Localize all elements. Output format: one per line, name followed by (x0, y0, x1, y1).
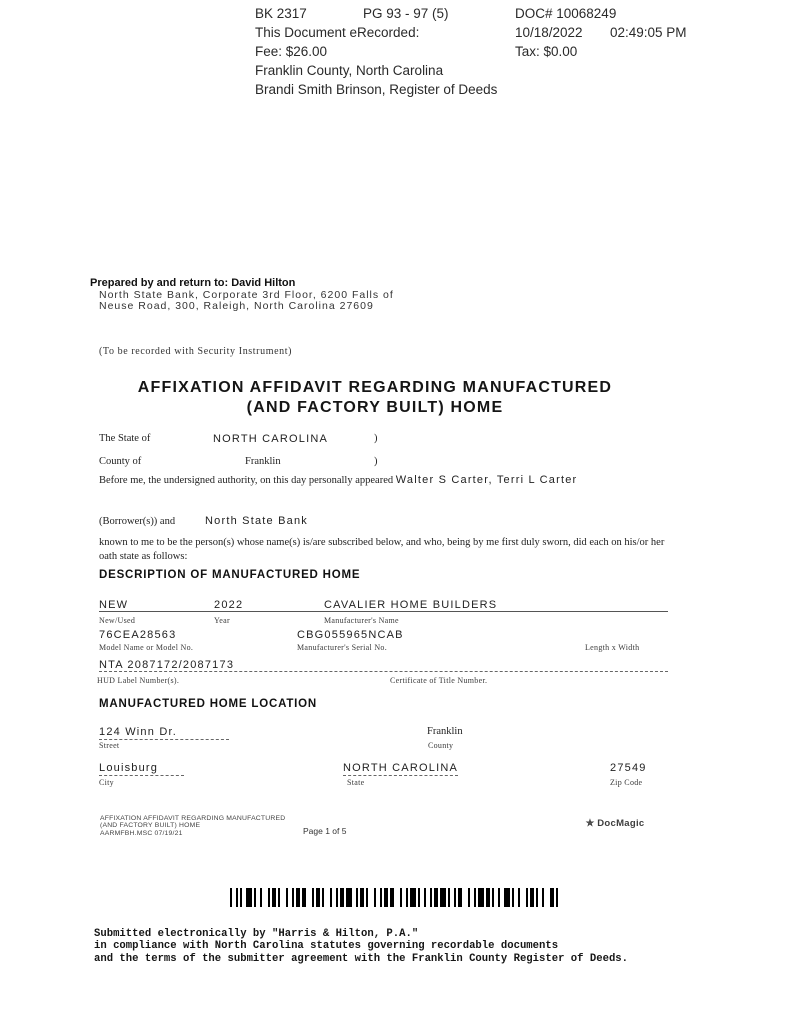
model-number-value: 76CEA28563 (99, 629, 177, 641)
street-label: Street (99, 741, 120, 750)
state-label: The State of (99, 433, 151, 444)
document-title-line1: AFFIXATION AFFIDAVIT REGARDING MANUFACTURED (137, 379, 613, 396)
prepared-address-line2: Neuse Road, 300, Raleigh, North Carolina 27609 (99, 300, 374, 312)
length-width-label: Length x Width (585, 643, 640, 652)
sworn-paragraph: known to me to be the person(s) whose name(s) is/are subscribed below, and who, being by me first duly sworn, did each on his/or her oath state as follows: (99, 537, 665, 562)
submitted-line3: and the terms of the submitter agreement with the Franklin County Register of Deeds. (94, 952, 629, 965)
year-label: Year (214, 616, 230, 625)
street-value: 124 Winn Dr. (99, 726, 229, 740)
form-footer-line3: AARMFBH.MSC 07/19/21 (100, 829, 183, 837)
location-state-value: NORTH CAROLINA (343, 762, 458, 774)
new-used-label: New/Used (99, 616, 136, 625)
docmagic-logo-text: DocMagic (597, 818, 645, 829)
docmagic-logo (586, 818, 645, 829)
zip-label: Zip Code (610, 778, 643, 787)
serial-number-value: CBG055965NCAB (297, 629, 404, 641)
affiant-names: Walter S Carter, Terri L Carter (395, 474, 578, 486)
county-paren: ) (374, 456, 378, 467)
form-footer-id (100, 815, 285, 837)
document-title (95, 378, 655, 417)
appeared-prefix: Before me, the undersigned authority, on this day personally appeared (99, 475, 394, 486)
state-paren: ) (374, 433, 378, 444)
hud-label-label: HUD Label Number(s). (97, 676, 180, 685)
manufacturer-name-label: Manufacturer's Name (324, 616, 399, 625)
register-of-deeds-line: Brandi Smith Brinson, Register of Deeds (255, 82, 498, 97)
doc-number: DOC# 10068249 (515, 6, 617, 21)
location-state-label: State (347, 778, 365, 787)
location-heading: MANUFACTURED HOME LOCATION (99, 698, 317, 710)
county-label: County of (99, 456, 142, 467)
form-footer-line2: (AND FACTORY BUILT) HOME (100, 822, 201, 830)
borrower-prefix: (Borrower(s)) and (99, 516, 176, 527)
model-number-label: Model Name or Model No. (99, 643, 194, 652)
new-used-value: NEW (99, 599, 129, 611)
page-indicator: Page 1 of 5 (303, 826, 347, 836)
county-line: Franklin County, North Carolina (255, 63, 444, 78)
docmagic-star-icon: ✯ (586, 818, 595, 829)
book-number: BK 2317 (255, 6, 307, 21)
erecorded-label: This Document eRecorded: (255, 25, 420, 40)
title-number-label: Certificate of Title Number. (390, 676, 488, 685)
barcode (230, 888, 558, 907)
prepared-address-line1: North State Bank, Corporate 3rd Floor, 6200 Falls of (99, 289, 394, 301)
recorded-date: 10/18/2022 (515, 25, 583, 40)
location-county-value: Franklin (427, 726, 463, 737)
county-value: Franklin (245, 456, 281, 467)
location-county-label: County (428, 741, 454, 750)
manufacturer-name-value: CAVALIER HOME BUILDERS (324, 599, 498, 611)
page-range: PG 93 - 97 (5) (363, 6, 449, 21)
city-value: Louisburg (99, 762, 184, 776)
form-footer-line1: AFFIXATION AFFIDAVIT REGARDING MANUFACTURED (100, 815, 286, 822)
city-label: City (99, 778, 114, 787)
tax-amount: Tax: $0.00 (515, 44, 578, 59)
lender-name: North State Bank (205, 515, 308, 527)
recorded-time: 02:49:05 PM (610, 25, 687, 40)
hud-label-value: NTA 2087172/2087173 (99, 659, 235, 671)
submitted-line1: Submitted electronically by "Harris & Hilton, P.A." (94, 928, 419, 940)
submitted-line2: in compliance with North Carolina statutes governing recordable documents (94, 940, 559, 953)
fee-amount: Fee: $26.00 (255, 44, 328, 59)
recording-note: (To be recorded with Security Instrument) (99, 346, 293, 357)
document-title-line2: (AND FACTORY BUILT) HOME (246, 398, 504, 416)
zip-value: 27549 (610, 762, 647, 774)
prepared-by-line: Prepared by and return to: David Hilton (90, 277, 296, 289)
appeared-paragraph (99, 474, 666, 488)
serial-number-label: Manufacturer's Serial No. (297, 643, 388, 652)
year-value: 2022 (214, 599, 244, 611)
state-value: NORTH CAROLINA (213, 433, 328, 445)
description-heading: DESCRIPTION OF MANUFACTURED HOME (99, 569, 361, 581)
submitted-block (94, 928, 628, 965)
